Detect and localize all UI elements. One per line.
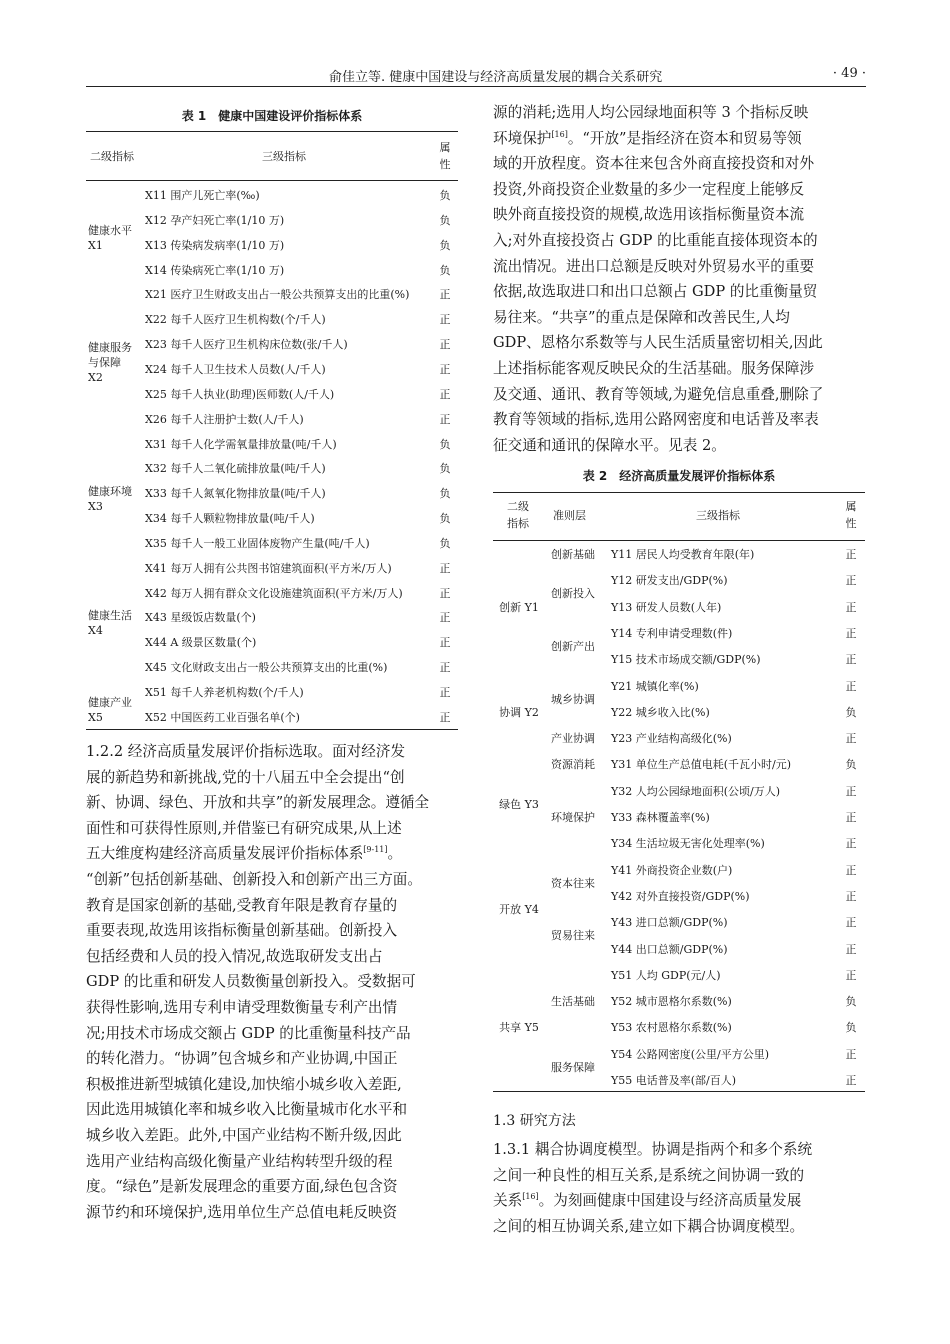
right-line-8: 依据,故选取进口和出口总额占 GDP 的比重衡量贸 <box>493 283 818 301</box>
table2-criterion: 生活基础 <box>551 995 595 1009</box>
section-1-3-heading: 1.3 研究方法 <box>493 1113 576 1129</box>
table2-criterion: 创新投入 <box>551 587 595 601</box>
right-column-text-top <box>493 100 865 458</box>
table1-indicator: X25 每千人执业(助理)医师数(人/千人) <box>145 387 335 401</box>
right-line-7: 流出情况。进出口总额是反映对外贸易水平的重要 <box>493 257 815 275</box>
table2-criterion: 创新产出 <box>551 640 595 654</box>
table1-attribute: 负 <box>439 189 451 202</box>
table2-indicator: Y51 人均 GDP(元/人) <box>611 968 721 982</box>
table1-indicator: X32 每千人二氧化硫排放量(吨/千人) <box>145 462 326 476</box>
table2-attribute: 正 <box>845 942 857 956</box>
left-line-6: “创新”包括创新基础、创新投入和创新产出三方面。 <box>86 870 422 888</box>
left-line-17: 选用产业结构高级化衡量产业结构转型升级的程 <box>86 1152 393 1170</box>
table2-indicator: Y12 研发支出/GDP(%) <box>611 574 728 588</box>
table1-attribute: 正 <box>439 313 451 327</box>
right-line-3: 域的开放程度。资本往来包含外商直接投资和对外 <box>493 155 815 173</box>
citation: [16] <box>551 129 568 139</box>
table2-indicator: Y14 专利申请受理数(件) <box>611 626 733 640</box>
table2-criterion: 创新基础 <box>551 548 595 561</box>
left-line-7: 教育是国家创新的基础,受教育年限是教育存量的 <box>86 896 398 914</box>
table1-indicator: X31 每千人化学需氧量排放量(吨/千人) <box>145 437 337 451</box>
table1-top-rule <box>86 131 458 132</box>
table2-attribute: 正 <box>845 732 857 746</box>
table2-indicator: Y34 生活垃圾无害化处理率(%) <box>611 837 765 851</box>
left-line-8: 重要表现,故选用该指标衡量创新基础。创新投入 <box>86 922 398 940</box>
left-line-13: 的转化潜力。“协调”包含城乡和产业协调,中国正 <box>86 1050 398 1068</box>
table1-attribute: 负 <box>439 462 451 476</box>
table2-indicator: Y23 产业结构高级化(%) <box>611 732 732 746</box>
table1-attribute: 正 <box>439 387 451 401</box>
left-line-19: 源节约和环境保护,选用单位生产总值电耗反映资 <box>86 1203 398 1221</box>
left-column-text <box>86 739 458 1225</box>
table1-attribute: 负 <box>439 536 451 550</box>
right-line-9: 易往来。“共享”的重点是保障和改善民生,人均 <box>493 308 790 326</box>
right-bottom-line-4: 之间的相互协调关系,建立如下耦合协调度模型。 <box>493 1217 805 1235</box>
table2-criterion: 产业协调 <box>551 732 595 746</box>
table1-group-label: X5 <box>88 711 103 725</box>
table2-indicator: Y41 外商投资企业数(户) <box>611 863 733 877</box>
table2-indicator: Y21 城镇化率(%) <box>611 679 699 693</box>
table1-header-level3: 三级指标 <box>262 150 306 163</box>
table2-attribute: 正 <box>845 653 857 667</box>
table1-attribute: 负 <box>439 487 451 501</box>
table2-header-criterion: 准则层 <box>553 509 586 522</box>
table1-indicator: X52 中国医药工业百强名单(个) <box>145 710 300 724</box>
right-line-11: 上述指标能客观反映民众的生活基础。服务保障涉 <box>493 359 815 377</box>
table2-indicator: Y22 城乡收入比(%) <box>611 705 710 719</box>
table2-criterion: 贸易往来 <box>551 929 595 943</box>
table1-indicator: X41 每万人拥有公共图书馆建筑面积(平方米/万人) <box>145 561 392 575</box>
right-line-10: GDP、恩格尔系数等与人民生活质量密切相关,因此 <box>493 334 823 352</box>
table2-title: 表 2 经济高质量发展评价指标体系 <box>582 469 776 483</box>
table2-group-label: 协调 Y2 <box>499 705 539 719</box>
running-title: 俞佳立等. 健康中国建设与经济高质量发展的耦合关系研究 <box>329 70 663 85</box>
right-line-12: 及交通、通讯、教育等领域,为避免信息重叠,删除了 <box>493 385 824 403</box>
table1-title: 表 1 健康中国建设评价指标体系 <box>181 109 363 123</box>
right-line-13: 教育等领域的指标,选用公路网密度和电话普及率表 <box>493 411 819 429</box>
table2-indicator: Y33 森林覆盖率(%) <box>611 811 710 824</box>
table1-header-rule <box>86 180 458 181</box>
table2-attribute: 正 <box>845 837 857 851</box>
table1-header-attr-2: 性 <box>439 158 451 171</box>
table2-attribute: 负 <box>845 1021 857 1035</box>
right-line-5: 映外商直接投资的规模,故选用该指标衡量资本流 <box>493 206 805 224</box>
table2-header-attr-2: 性 <box>845 517 857 530</box>
left-line-15: 因此选用城镇化率和城乡收入比衡量城市化水平和 <box>86 1101 408 1119</box>
table1-group-label: 健康环境 <box>88 485 132 499</box>
table2-header-attr-1: 属 <box>845 500 857 513</box>
table1-attribute: 正 <box>439 661 451 675</box>
table2-indicator: Y55 电话普及率(部/百人) <box>611 1074 737 1087</box>
citation: [16] <box>522 1192 539 1202</box>
table2-attribute: 负 <box>845 995 857 1009</box>
table1-indicator: X14 传染病死亡率(1/10 万) <box>145 263 285 277</box>
table2-criterion: 服务保障 <box>551 1060 595 1074</box>
table1-indicator: X51 每千人养老机构数(个/千人) <box>145 686 304 699</box>
citation: [9-11] <box>363 845 388 855</box>
table2-indicator: Y15 技术市场成交额/GDP(%) <box>611 653 761 667</box>
left-line-14: 积极推进新型城镇化建设,加快缩小城乡收入差距, <box>86 1075 402 1093</box>
table1-indicator: X24 每千人卫生技术人员数(人/千人) <box>145 362 326 376</box>
right-bottom-line-2: 之间一种良性的相互关系,是系统之间协调一致的 <box>493 1166 805 1184</box>
table1-indicator: X23 每千人医疗卫生机构床位数(张/千人) <box>145 338 348 352</box>
table1-indicator: X35 每千人一般工业固体废物产生量(吨/千人) <box>145 536 370 550</box>
table2-attribute: 正 <box>845 1047 857 1061</box>
table1-indicator: X43 星级饭店数量(个) <box>145 611 256 625</box>
table2-group-label: 开放 Y4 <box>499 903 539 917</box>
left-line-9: 包括经费和人员的投入情况,故选取研发支出占 <box>86 947 383 965</box>
left-line-10: GDP 的比重和研发人员数衡量创新投入。受数据可 <box>86 973 416 991</box>
table2-attribute: 正 <box>845 679 857 693</box>
left-line-1: 1.2.2 经济高质量发展评价指标选取。面对经济发 <box>86 743 406 760</box>
table1-attribute: 正 <box>439 636 451 650</box>
table2-attribute: 负 <box>845 758 857 772</box>
table2-attribute: 负 <box>845 705 857 719</box>
table2-attribute: 正 <box>845 626 857 640</box>
table1-indicator: X34 每千人颗粒物排放量(吨/千人) <box>145 512 315 526</box>
table1-indicator: X21 医疗卫生财政支出占一般公共预算支出的比重(%) <box>145 288 410 302</box>
table2-attribute: 正 <box>845 863 857 877</box>
table2-attribute: 正 <box>845 811 857 824</box>
table2-top-rule <box>493 492 865 493</box>
table2-criterion: 城乡协调 <box>551 692 595 706</box>
table1-attribute: 正 <box>439 288 451 302</box>
table1-group-label: 健康产业 <box>88 696 132 710</box>
table2-indicator: Y53 农村恩格尔系数(%) <box>611 1021 732 1035</box>
right-bottom-line-1: 1.3.1 耦合协调度模型。协调是指两个和多个系统 <box>493 1141 813 1158</box>
table1-attribute: 正 <box>439 611 451 625</box>
table2-header-level2-2: 指标 <box>507 517 529 530</box>
right-line-2: 环境保护[16]。“开放”是指经济在资本和贸易等领 <box>493 129 802 147</box>
table2-bottom-rule <box>493 1091 865 1092</box>
table2-header-level2-1: 二级 <box>507 500 529 513</box>
table1-group-label: X1 <box>88 239 103 253</box>
left-line-4: 面性和可获得性原则,并借鉴已有研究成果,从上述 <box>86 819 402 837</box>
table1-group-label: X4 <box>88 624 103 638</box>
table2-indicator: Y43 进口总额/GDP(%) <box>611 916 728 930</box>
right-line-14: 征交通和通讯的保障水平。见表 2。 <box>493 436 726 454</box>
left-line-2: 展的新趋势和新挑战,党的十八届五中全会提出“创 <box>86 768 405 786</box>
table2-attribute: 正 <box>845 968 857 982</box>
table1-attribute: 正 <box>439 362 451 376</box>
table1-attribute: 负 <box>439 512 451 526</box>
table1-indicator: X26 每千人注册护士数(人/千人) <box>145 412 304 426</box>
table1-group-label: X3 <box>88 500 103 514</box>
table2-group-label: 共享 Y5 <box>499 1021 539 1035</box>
table1-indicator: X44 A 级景区数量(个) <box>145 636 257 650</box>
table1-group-label: X2 <box>88 371 103 385</box>
table1-indicator: X13 传染病发病率(1/10 万) <box>145 238 285 252</box>
table1-header-attr-1: 属 <box>439 141 451 154</box>
table2-indicator: Y11 居民人均受教育年限(年) <box>611 548 755 561</box>
table1-attribute: 正 <box>439 561 451 575</box>
table1-attribute: 正 <box>439 412 451 426</box>
table1-indicator: X33 每千人氮氧化物排放量(吨/千人) <box>145 487 326 501</box>
table2-indicator: Y44 出口总额/GDP(%) <box>611 942 728 956</box>
left-line-11: 获得性影响,选用专利申请受理数衡量专利产出情 <box>86 998 398 1016</box>
table1-indicator: X42 每万人拥有群众文化设施建筑面积(平方米/万人) <box>145 586 403 600</box>
table2-indicator: Y32 人均公园绿地面积(公顷/万人) <box>611 784 781 798</box>
table2-group-label: 绿色 Y3 <box>499 797 539 811</box>
table2-criterion: 资本往来 <box>551 876 595 890</box>
left-line-5: 五大维度构建经济高质量发展评价指标体系[9-11]。 <box>86 845 403 863</box>
table1-attribute: 负 <box>439 437 451 451</box>
table1-attribute: 正 <box>439 710 451 724</box>
table2-attribute: 正 <box>845 1074 857 1087</box>
table1-group-label: 与保障 <box>88 356 121 370</box>
table1-indicator: X45 文化财政支出占一般公共预算支出的比重(%) <box>145 661 388 675</box>
table1-header-level2: 二级指标 <box>90 150 134 163</box>
table2-indicator: Y54 公路网密度(公里/平方公里) <box>611 1047 770 1061</box>
table2-attribute: 正 <box>845 784 857 798</box>
table2-attribute: 正 <box>845 574 857 588</box>
table2-indicator: Y52 城市恩格尔系数(%) <box>611 995 732 1009</box>
right-line-4: 投资,外商投资企业数量的多少一定程度上能够反 <box>493 180 805 198</box>
right-line-1: 源的消耗;选用人均公园绿地面积等 3 个指标反映 <box>493 104 809 121</box>
table2-header-rule <box>493 540 865 541</box>
table1-bottom-rule <box>86 729 458 730</box>
table1-group-label: 健康生活 <box>88 609 132 623</box>
right-bottom-line-3: 关系[16]。为刻画健康中国建设与经济高质量发展 <box>493 1192 802 1210</box>
right-column-text-bottom <box>493 1137 865 1239</box>
table1-attribute: 正 <box>439 586 451 600</box>
left-line-18: 度。“绿色”是新发展理念的重要方面,绿色包含资 <box>86 1178 398 1196</box>
table1-attribute: 正 <box>439 686 451 699</box>
left-line-3: 新、协调、绿色、开放和共享”的新发展理念。遵循全 <box>86 794 430 812</box>
table1-attribute: 负 <box>439 238 451 252</box>
table2-criterion: 资源消耗 <box>551 758 595 772</box>
table2-indicator: Y42 对外直接投资/GDP(%) <box>611 889 750 903</box>
table2-attribute: 正 <box>845 889 857 903</box>
table1-group-label: 健康水平 <box>88 224 132 238</box>
table2-attribute: 正 <box>845 600 857 614</box>
table1-indicator: X12 孕产妇死亡率(1/10 万) <box>145 213 285 227</box>
left-line-12: 况;用技术市场成交额占 GDP 的比重衡量科技产品 <box>86 1024 411 1042</box>
table1-indicator: X11 围产儿死亡率(‰) <box>145 189 260 202</box>
table1-attribute: 正 <box>439 338 451 352</box>
right-line-6: 入;对外直接投资占 GDP 的比重能直接体现资本的 <box>493 231 818 249</box>
running-header <box>86 66 866 87</box>
table1-attribute: 负 <box>439 213 451 227</box>
table2-indicator: Y31 单位生产总值电耗(千瓦小时/元) <box>611 758 792 772</box>
table2-attribute: 正 <box>845 916 857 930</box>
left-line-16: 城乡收入差距。此外,中国产业结构不断升级,因此 <box>86 1126 402 1144</box>
table2-header-level3: 三级指标 <box>696 509 740 522</box>
table2-criterion: 环境保护 <box>551 811 595 824</box>
table1-group-label: 健康服务 <box>88 341 132 355</box>
table1-attribute: 负 <box>439 263 451 277</box>
page-number: · 49 · <box>832 66 866 81</box>
table2-attribute: 正 <box>845 548 857 561</box>
table2-group-label: 创新 Y1 <box>499 600 539 614</box>
table1-indicator: X22 每千人医疗卫生机构数(个/千人) <box>145 313 326 327</box>
table2-indicator: Y13 研发人员数(人年) <box>611 600 722 614</box>
